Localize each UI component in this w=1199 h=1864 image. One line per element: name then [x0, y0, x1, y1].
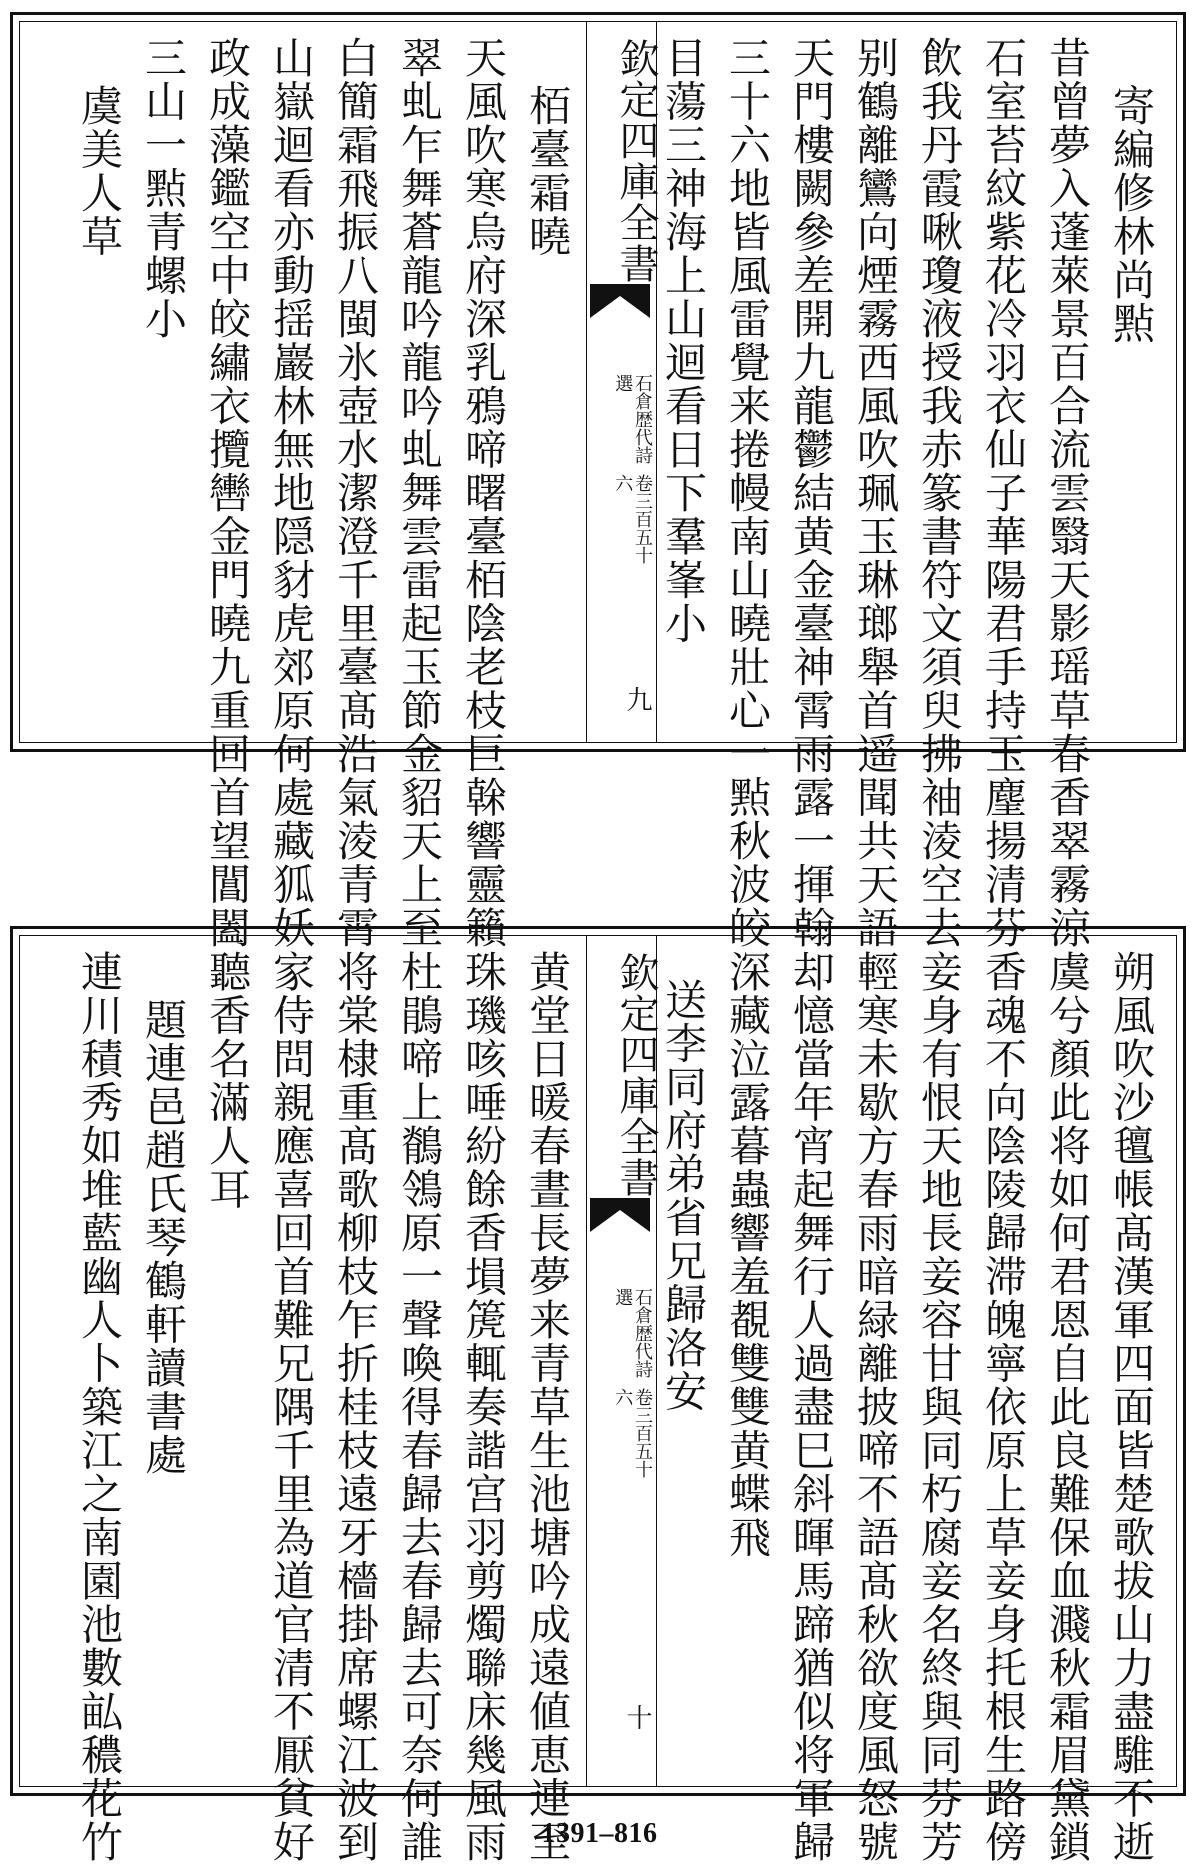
- verse-column: 朔風吹沙氊帳髙漢軍四面皆楚歌拔山力盡騅不逝: [1107, 950, 1156, 1864]
- column-rule: [586, 936, 587, 1786]
- top-page-frame: [19, 21, 1177, 950]
- verse-column: 山嶽迴看亦動揺巖林無地隠豺虎郊原何處藏狐妖: [267, 36, 316, 950]
- verse-column: 深藏泣露暮蟲響羞覩雙雙黄蝶飛: [723, 950, 772, 1559]
- verse-column: 聽香名滿人耳: [203, 950, 252, 1211]
- column-rule: [586, 22, 587, 742]
- verse-column: 别鶴離鸞向煙霧西風吹珮玉琳瑯舉首遥聞共天語: [851, 36, 900, 950]
- center-margin: [586, 22, 659, 742]
- verse-column: 輕寒未歇方春雨暗緑離披啼不語髙秋欲度風怒號: [851, 950, 900, 1864]
- verse-column: 香魂不向陰陵歸滞魄寧依原上草妾身托根生路傍: [979, 950, 1028, 1864]
- folio-number: 九: [622, 686, 652, 712]
- source-volume: 卷三百五十六: [612, 1388, 653, 1478]
- series-title: 欽定四庫全書: [613, 38, 659, 284]
- top-page-panel: [10, 12, 1186, 950]
- poem-title: 虞美人草: [75, 84, 124, 258]
- verse-column: 家侍問親應喜回首難兄隅千里為道官清不厭貧好: [267, 950, 316, 1864]
- verse-column: 天風吹寒烏府深乳鴉啼曙臺栢陰老枝巨榦響靈籟: [459, 36, 508, 950]
- verse-column: 杜鵑啼上鶺鴒原一聲喚得春歸去春歸去可奈何誰: [395, 950, 444, 1864]
- verse-column: 連川積秀如堆藍幽人卜築江之南園池數畆穠花竹: [75, 950, 124, 1864]
- verse-column: 翠虬乍舞蒼龍吟龍吟虬舞雲雷起玉節金貂天上至: [395, 36, 444, 950]
- verse-column: 珠璣咳唾紛餘香塤箎輒奏諧宫羽剪燭聯床幾風雨: [459, 950, 508, 1864]
- verse-column: 三山一㸃青螺小: [139, 36, 188, 341]
- verse-column: 政成藻鑑空中皎繡衣攬轡金門曉九重回首望閶闔: [203, 36, 252, 950]
- verse-column: 却憶當年宵起舞行人過盡巳斜暉馬蹄猶似将軍歸: [787, 950, 836, 1864]
- verse-column: 天門樓闕參差開九龍鬱結黄金臺神霄雨露一揮翰: [787, 36, 836, 950]
- verse-column: 虞兮顏此将如何君恩自此良難保血濺秋霜眉黛鎖: [1043, 950, 1092, 1864]
- fish-tail-icon: [590, 284, 650, 318]
- verse-column: 三十六地皆風雷覺来捲幔南山曉壯心一㸃秋波皎: [723, 36, 772, 950]
- source-volume: 卷三百五十六: [612, 474, 653, 564]
- fish-tail-icon: [590, 1198, 650, 1232]
- center-margin: [586, 936, 659, 1786]
- poem-title: 送李同府弟省兄歸洛安: [659, 978, 708, 1413]
- verse-column: 目蕩三神海上山迴看日下羣峯小: [659, 36, 708, 645]
- poem-title: 寄編修林尚㸃: [1107, 84, 1156, 345]
- series-title: 欽定四庫全書: [613, 952, 659, 1198]
- page-code: 1391–816: [541, 1818, 658, 1849]
- verse-column: 石室苔紋紫花冷羽衣仙子華陽君手持玉麈揚清芬: [979, 36, 1028, 950]
- verse-column: 妾身有恨天地長妾容甘與同朽腐妾名終與同芬芳: [915, 950, 964, 1864]
- poem-title: 栢臺霜曉: [523, 84, 572, 258]
- verse-column: 飲我丹霞啾瓊液授我赤篆書符文須臾拂袖淩空去: [915, 36, 964, 950]
- verse-column: 白簡霜飛振八閩氷壺水潔澄千里臺髙浩氣淩青霄: [331, 36, 380, 950]
- poem-title: 題連邑趙氏琴鶴軒讀書處: [139, 998, 188, 1477]
- verse-column: 昔曾夢入蓬萊景百合流雲翳天影瑶草春香翠霧涼: [1043, 36, 1092, 950]
- folio-number: 十: [622, 1704, 652, 1730]
- verse-column: 将棠棣重髙歌柳枝乍折桂枝遠牙檣掛席螺江波到: [331, 950, 380, 1864]
- source-label: [590, 374, 652, 574]
- verse-column: 黄堂日暖春晝長夢来青草生池塘吟成遠値恵連至: [523, 950, 572, 1864]
- source-title: 石倉歴代詩選: [612, 374, 653, 464]
- source-label: [590, 1288, 652, 1488]
- source-title: 石倉歴代詩選: [612, 1288, 653, 1378]
